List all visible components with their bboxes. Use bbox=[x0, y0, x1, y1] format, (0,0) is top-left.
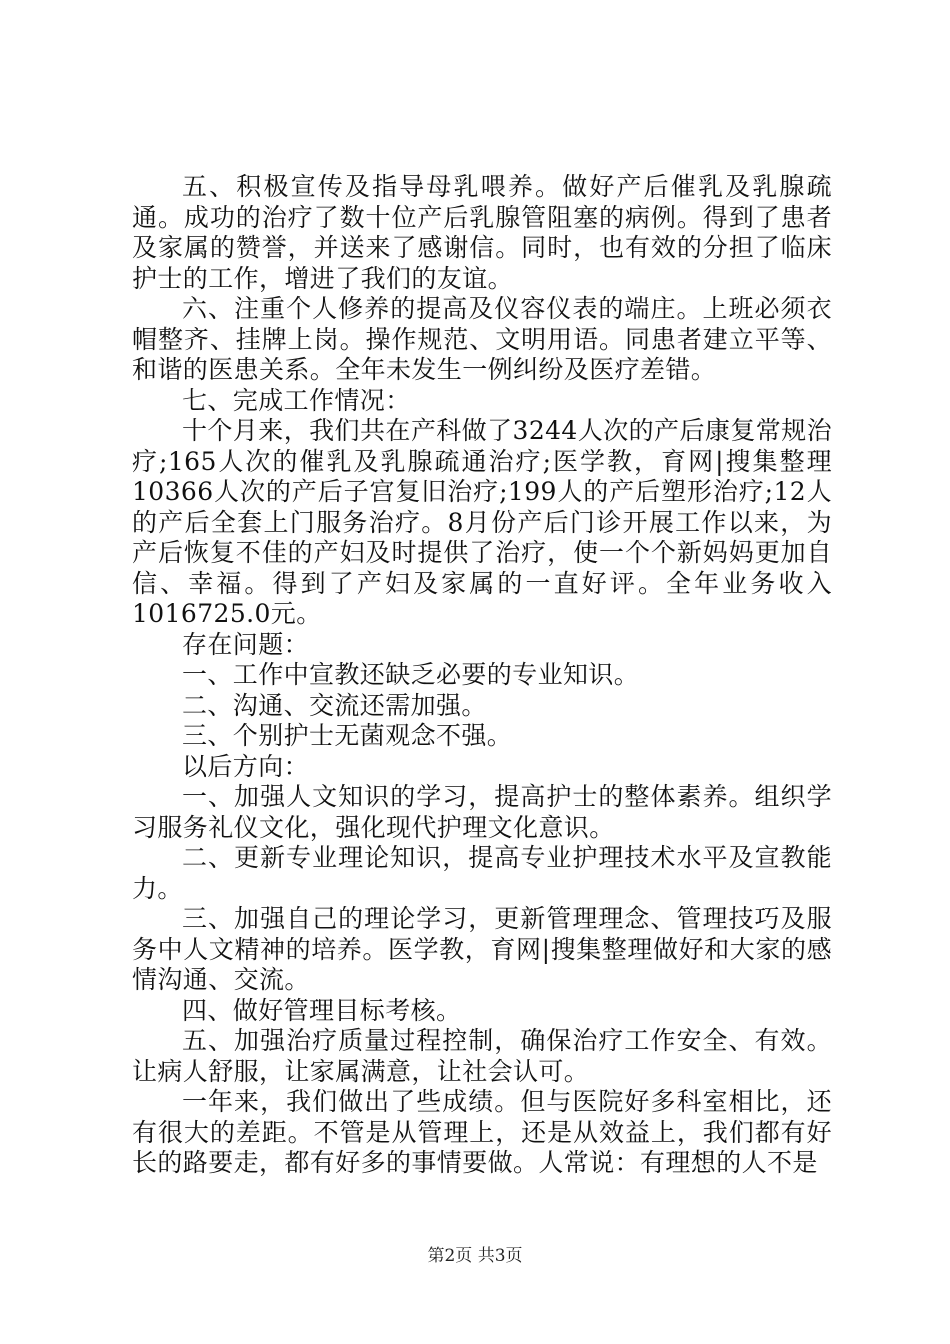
paragraph-problem-1: 一、工作中宣教还缺乏必要的专业知识。 bbox=[182, 660, 640, 689]
paragraph-direction-heading: 以后方向： bbox=[182, 751, 310, 781]
paragraph-direction-3: 三、加强自己的理论学习，更新管理理念、管理技巧及服务中人文精神的培养。医学教，育网|搜集整理做好和大家的感情沟通、交流。 bbox=[132, 904, 832, 994]
paragraph-breastfeeding: 五、积极宣传及指导母乳喂养。做好产后催乳及乳腺疏通。成功的治疗了数十位产后乳腺管阻塞的病例。得到了患者及家属的赞誉，并送来了感谢信。同时，也有效的分担了临床护士的工作，增进了我们的友谊。 bbox=[132, 172, 832, 293]
paragraph-problem-2: 二、沟通、交流还需加强。 bbox=[182, 690, 487, 720]
paragraph-direction-1: 一、加强人文知识的学习，提高护士的整体素养。组织学习服务礼仪文化，强化现代护理文化意识。 bbox=[132, 782, 832, 842]
paragraph-direction-5: 五、加强治疗质量过程控制，确保治疗工作安全、有效。让病人舒服，让家属满意，让社会认可。 bbox=[132, 1026, 832, 1086]
paragraph-direction-4: 四、做好管理目标考核。 bbox=[182, 995, 462, 1025]
document-body bbox=[132, 172, 832, 1179]
paragraph-summary: 一年来，我们做出了些成绩。但与医院好多科室相比，还有很大的差距。不管是从管理上，还是从效益上，我们都有好长的路要走，都有好多的事情要做。人常说：有理想的人不是 bbox=[132, 1087, 832, 1177]
paragraph-work-statistics: 十个月来，我们共在产科做了3244人次的产后康复常规治疗;165人次的催乳及乳腺疏通治疗;医学教，育网|搜集整理10366人次的产后子宫复旧治疗;199人的产后塑形治疗;12人的产后全套上门服务治疗。8月份产后门诊开展工作以来，为产后恢复不佳的产妇及时提供了治疗，使一个个新妈妈更加自信、幸福。得到了产妇及家属的一直好评。全年业务收入1016725.0元。 bbox=[132, 416, 832, 628]
paragraph-work-completion-heading: 七、完成工作情况： bbox=[182, 385, 411, 415]
paragraph-problems-heading: 存在问题： bbox=[182, 629, 310, 659]
paragraph-personal-cultivation: 六、注重个人修养的提高及仪容仪表的端庄。上班必须衣帽整齐、挂牌上岗。操作规范、文明用语。同患者建立平等、和谐的医患关系。全年未发生一例纠纷及医疗差错。 bbox=[132, 294, 832, 384]
paragraph-problem-3: 三、个别护士无菌观念不强。 bbox=[182, 721, 513, 750]
paragraph-direction-2: 二、更新专业理论知识，提高专业护理技术水平及宣教能力。 bbox=[132, 843, 832, 903]
page-number-footer: 第2页 共3页 bbox=[427, 1246, 523, 1266]
